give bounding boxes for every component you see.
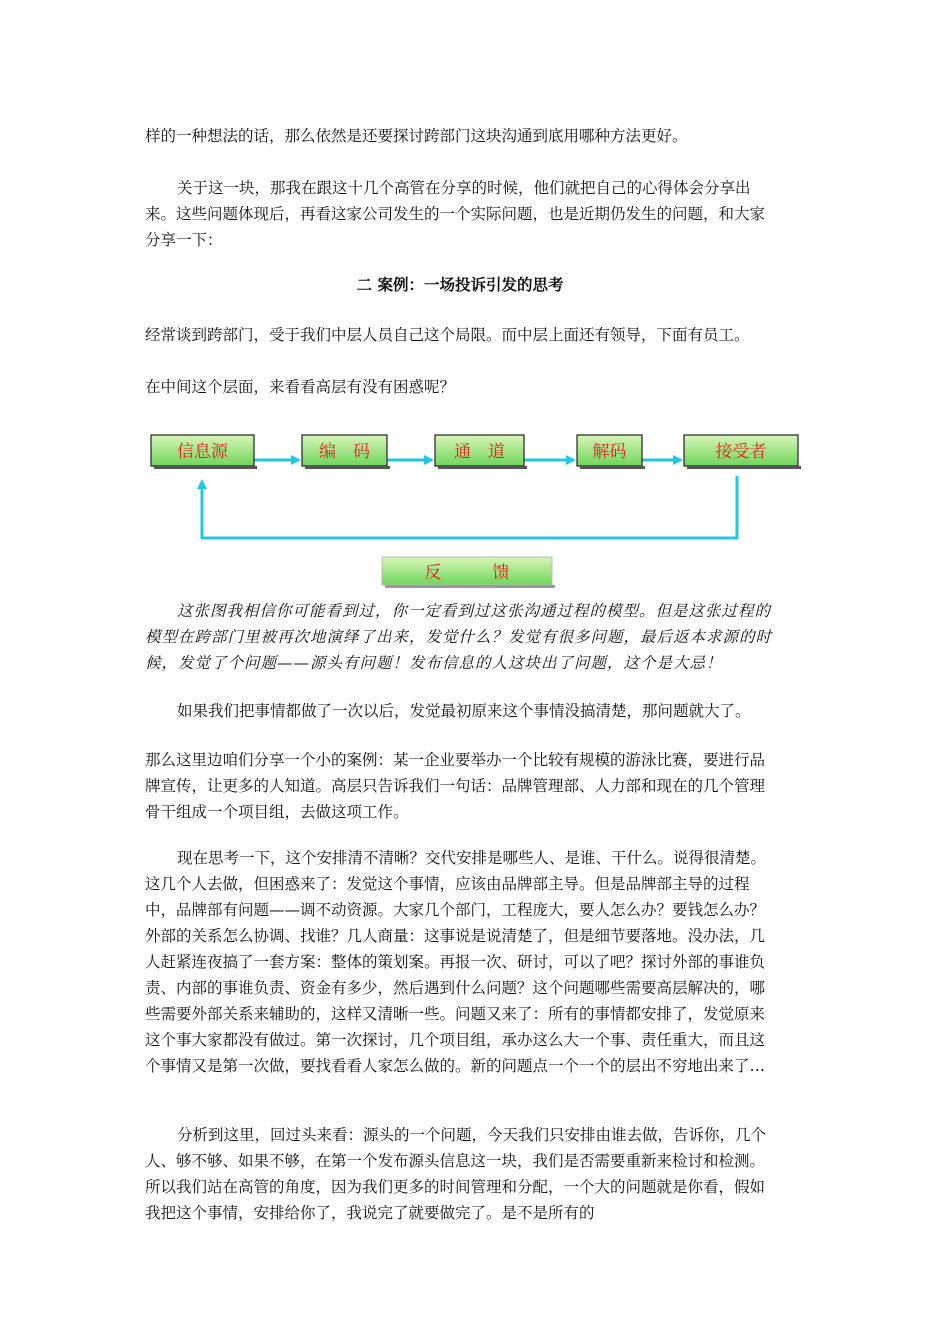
paragraph-5: 如果我们把事情都做了一次以后，发觉最初原来这个事情没搞清楚，那问题就大了。 xyxy=(177,702,751,720)
paragraph-6: 那么这里边咱们分享一个小的案例：某一企业要举办一个比较有规模的游泳比赛，要进行品牌宣传，让更多的人知道。高层只告诉我们一句话：品牌管理部、人力部和现在的几个管理骨干组成一个项目组，去做这项工作。 xyxy=(145,751,766,821)
paragraph-4: 在中间这个层面，来看看高层有没有困惑呢？ xyxy=(145,378,456,396)
node-label: 解码 xyxy=(592,442,627,462)
node-feedback xyxy=(382,557,555,588)
node-label: 编 码 xyxy=(319,442,370,462)
node-label: 信息源 xyxy=(177,442,228,462)
node-information-source xyxy=(151,435,257,469)
node-decode xyxy=(577,435,645,469)
node-receiver xyxy=(684,435,801,469)
communication-model-diagram xyxy=(140,425,810,595)
feedback-loop-line xyxy=(202,476,737,538)
feedback-label: 反 馈 xyxy=(424,563,510,583)
diagram-caption: 这张图我相信你可能看到过，你一定看到过这张沟通过程的模型。但是这张过程的模型在跨部门里被再次地演绎了出来，发觉什么？发觉有很多问题，最后返本求源的时候，发觉了个问题——源头有问题！发布信息的人这块出了问题，这个是大忌！ xyxy=(145,602,773,672)
node-encode xyxy=(302,435,390,469)
node-channel xyxy=(435,435,527,469)
node-label: 通 道 xyxy=(454,442,505,462)
paragraph-8: 分析到这里，回过头来看：源头的一个问题，今天我们只安排由谁去做，告诉你，几个人、够不够、如果不够，在第一个发布源头信息这一块，我们是否需要重新来检讨和检测。所以我们站在高管的角度，因为我们更多的时间管理和分配，一个大的问题就是你看，假如我把这个事情，安排给你了，我说完了就要做完了。是不是所有的 xyxy=(145,1126,767,1222)
node-label: 接受者 xyxy=(715,442,767,462)
paragraph-1: 样的一种想法的话，那么依然是还要探讨跨部门这块沟通到底用哪种方法更好。 xyxy=(145,127,688,145)
section-heading: 二 案例：一场投诉引发的思考 xyxy=(356,275,564,294)
paragraph-7: 现在思考一下，这个安排清不清晰？交代安排是哪些人、是谁、干什么。说得很清楚。这几个人去做，但困惑来了：发觉这个事情，应该由品牌部主导。但是品牌部主导的过程中，品牌部有问题——调不动资源。大家几个部门，工程庞大，要人怎么办？要钱怎么办？外部的关系怎么协调、找谁？几人商量：这事说是说清楚了，但是细节要落地。没办法，几人赶紧连夜搞了一套方案：整体的策划案。再报一次、研讨，可以了吧？探讨外部的事谁负责、内部的事谁负责、资金有多少，然后遇到什么问题？这个问题哪些需要高层解决的，哪些需要外部关系来辅助的，这样又清晰一些。问题又来了：所有的事情都安排了，发觉原来这个事大家都没有做过。第一次探讨，几个项目组，承办这么大一个事、责任重大，而且这个事情又是第一次做，要找看看人家怎么做的。新的问题点一个一个的层出不穷地出来了… xyxy=(145,849,767,1075)
paragraph-3: 经常谈到跨部门，受于我们中层人员自己这个局限。而中层上面还有领导，下面有员工。 xyxy=(145,326,750,344)
paragraph-2: 关于这一块，那我在跟这十几个高管在分享的时候，他们就把自己的心得体会分享出来。这些问题体现后，再看这家公司发生的一个实际问题，也是近期仍发生的问题，和大家分享一下： xyxy=(145,179,766,249)
